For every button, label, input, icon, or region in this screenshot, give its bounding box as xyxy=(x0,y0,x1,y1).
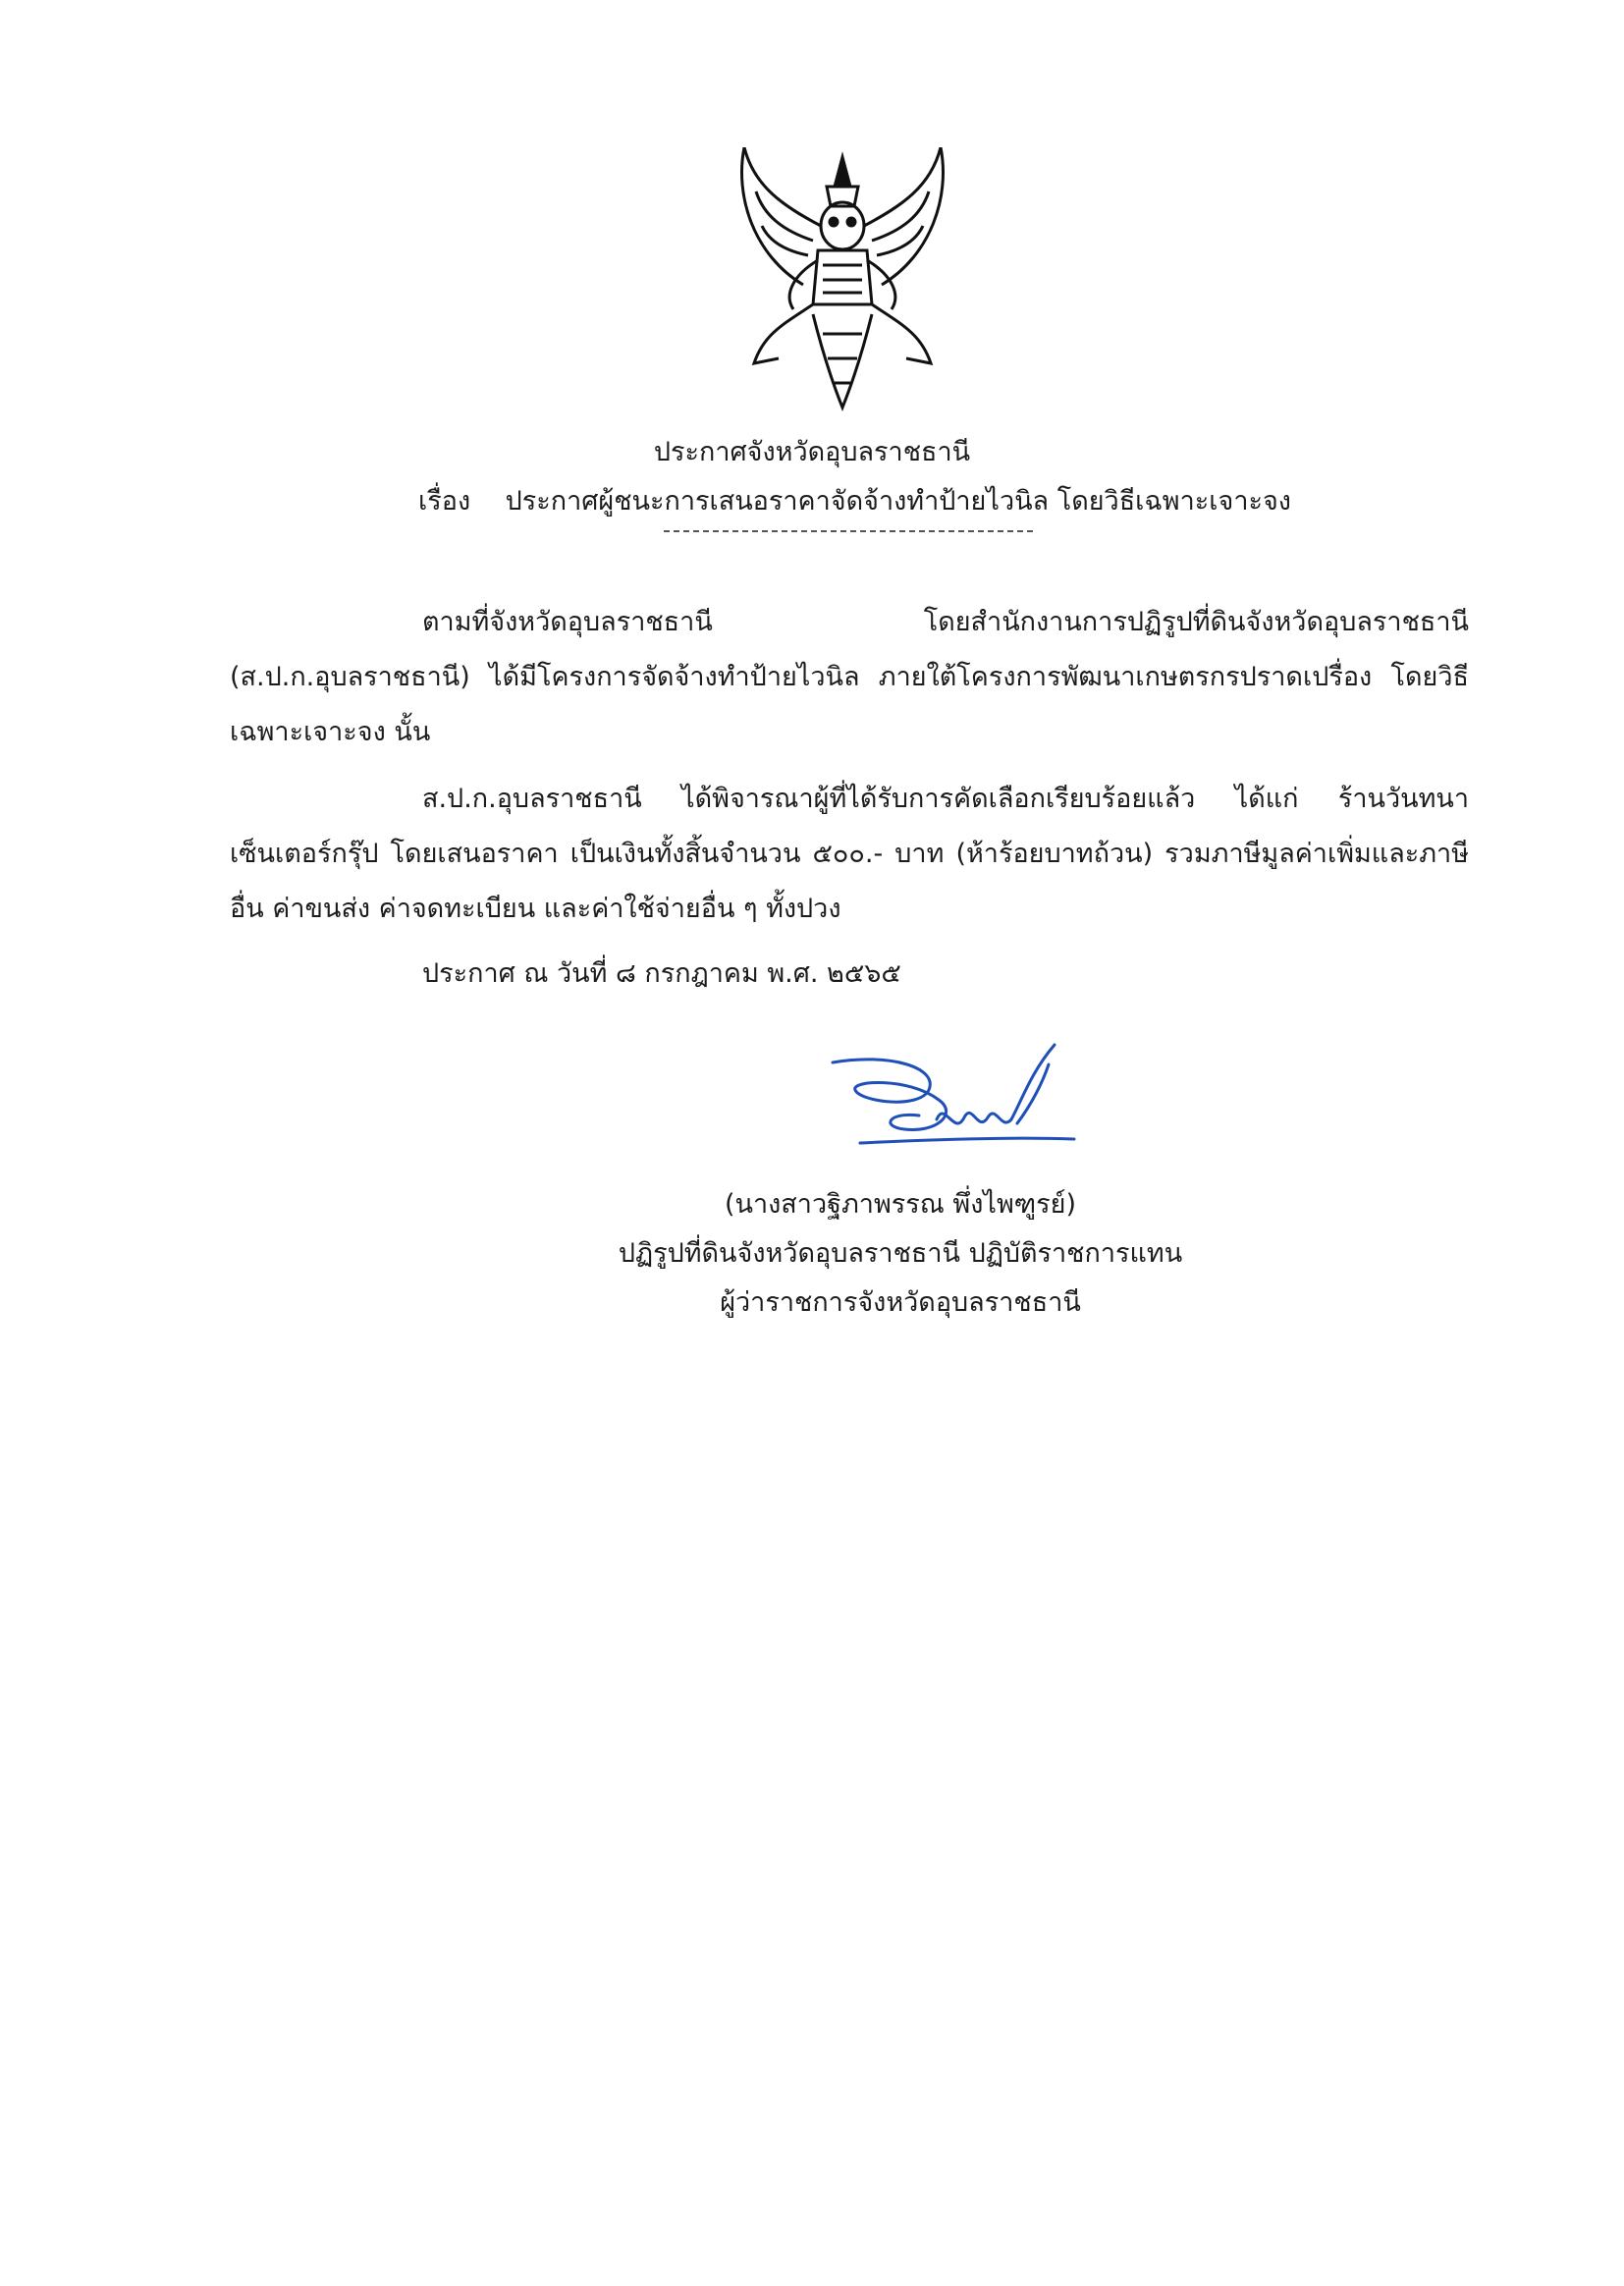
title-divider xyxy=(664,530,1033,532)
signatory-position-1: ปฏิรูปที่ดินจังหวัดอุบลราชธานี ปฏิบัติราชการแทน xyxy=(618,1238,1183,1269)
signatory-position-2: ผู้ว่าราชการจังหวัดอุบลราชธานี xyxy=(720,1287,1081,1318)
handwritten-signature-icon xyxy=(821,1043,1086,1170)
garuda-emblem-icon xyxy=(725,147,960,412)
body-paragraph-1: ตามที่จังหวัดอุบลราชธานี โดยสำนักงานการปฏิรูปที่ดินจังหวัดอุบลราชธานี (ส.ป.ก.อุบลราชธานี) ได้มีโครงการจัดจ้างทำป้ายไวนิล ภายใต้โครงการพัฒนาเกษตรกรปราดเปรื่อง โดยวิธีเฉพาะเจาะจง นั้น xyxy=(230,607,1469,747)
announcement-subject xyxy=(418,479,1291,521)
signatory-name: (นางสาวฐิภาพรรณ พึ่งไพฑูรย์) xyxy=(724,1189,1077,1220)
subject-text: ประกาศผู้ชนะการเสนอราคาจัดจ้างทำป้ายไวนิล โดยวิธีเฉพาะเจาะจง xyxy=(505,486,1291,517)
announcement-title: ประกาศจังหวัดอุบลราชธานี xyxy=(653,437,971,467)
announcement-date: ประกาศ ณ วันที่ ๘ กรกฎาคม พ.ศ. ๒๕๖๕ xyxy=(422,958,901,989)
body-paragraph-2: ส.ป.ก.อุบลราชธานี ได้พิจารณาผู้ที่ได้รับการคัดเลือกเรียบร้อยแล้ว ได้แก่ ร้านวันทนา เซ็นเตอร์กรุ๊ป โดยเสนอราคา เป็นเงินทั้งสิ้นจำนวน ๕๐๐.- บาท (ห้าร้อยบาทถ้วน) รวมภาษีมูลค่าเพิ่มและภาษีอื่น ค่าขนส่ง ค่าจดทะเบียน และค่าใช้จ่ายอื่น ๆ ทั้งปวง xyxy=(230,784,1469,924)
subject-label: เรื่อง xyxy=(418,486,471,517)
